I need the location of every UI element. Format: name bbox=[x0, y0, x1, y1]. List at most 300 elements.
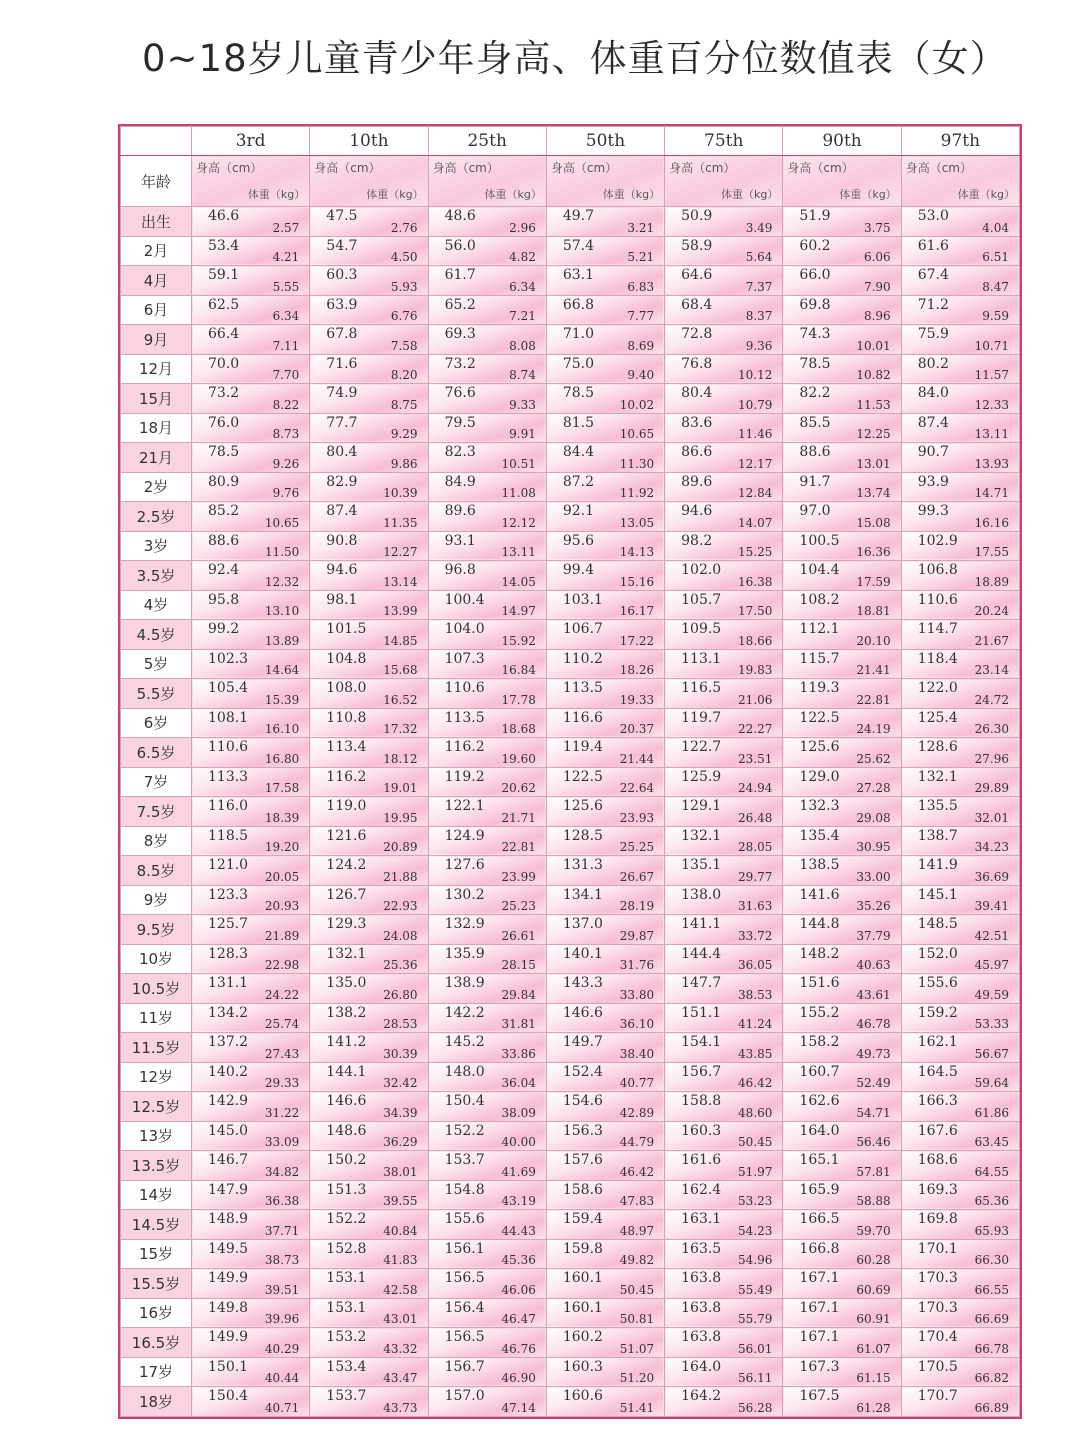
value-cell bbox=[665, 325, 783, 355]
table-row bbox=[121, 767, 1020, 797]
value-cell bbox=[783, 354, 901, 384]
height-value: 132.1 bbox=[917, 768, 958, 785]
weight-value: 3.21 bbox=[627, 220, 655, 235]
value-cell bbox=[428, 413, 546, 443]
value-cell bbox=[901, 856, 1019, 886]
weight-value: 66.69 bbox=[974, 1312, 1009, 1326]
height-value: 142.2 bbox=[444, 1004, 485, 1021]
height-value: 118.5 bbox=[208, 827, 249, 844]
value-cell bbox=[783, 944, 901, 974]
weight-unit-label: 体重（kg） bbox=[484, 188, 542, 201]
value-cell bbox=[310, 207, 428, 237]
weight-value: 27.28 bbox=[856, 781, 891, 795]
value-cell bbox=[901, 1062, 1019, 1092]
height-value: 164.2 bbox=[681, 1388, 722, 1404]
value-cell bbox=[783, 1062, 901, 1092]
value-cell bbox=[665, 207, 783, 237]
height-value: 92.4 bbox=[208, 562, 240, 578]
age-cell: 18岁 bbox=[121, 1387, 192, 1417]
height-value: 137.2 bbox=[208, 1034, 249, 1050]
weight-value: 6.51 bbox=[982, 250, 1009, 264]
value-cell bbox=[783, 1121, 901, 1151]
weight-value: 6.34 bbox=[272, 309, 300, 323]
value-cell bbox=[192, 413, 310, 443]
table-row bbox=[121, 885, 1020, 915]
value-cell bbox=[192, 885, 310, 915]
height-value: 88.6 bbox=[208, 532, 240, 549]
height-value: 78.5 bbox=[208, 444, 240, 460]
value-cell bbox=[428, 502, 546, 532]
height-value: 75.9 bbox=[917, 326, 949, 342]
height-value: 163.8 bbox=[681, 1270, 722, 1286]
value-cell bbox=[192, 620, 310, 650]
height-value: 141.1 bbox=[681, 916, 722, 932]
height-value: 124.2 bbox=[326, 857, 367, 873]
weight-value: 37.79 bbox=[856, 928, 891, 943]
value-cell bbox=[546, 531, 664, 561]
value-cell bbox=[192, 590, 310, 620]
value-cell bbox=[783, 1328, 901, 1358]
value-cell bbox=[783, 708, 901, 738]
weight-value: 24.72 bbox=[974, 692, 1009, 707]
weight-value: 13.99 bbox=[383, 604, 418, 618]
weight-value: 11.92 bbox=[619, 486, 655, 500]
height-value: 152.8 bbox=[326, 1240, 367, 1257]
weight-value: 16.52 bbox=[383, 692, 418, 707]
value-cell bbox=[192, 915, 310, 945]
unit-header-cell bbox=[428, 156, 546, 207]
height-value: 46.6 bbox=[208, 208, 240, 224]
weight-value: 27.43 bbox=[264, 1046, 300, 1061]
value-cell bbox=[665, 856, 783, 886]
weight-value: 47.14 bbox=[501, 1401, 536, 1415]
age-cell: 17岁 bbox=[121, 1357, 192, 1387]
weight-value: 39.41 bbox=[974, 899, 1009, 913]
height-value: 64.6 bbox=[681, 267, 713, 283]
height-value: 106.8 bbox=[917, 562, 958, 578]
value-cell bbox=[783, 295, 901, 325]
weight-value: 29.08 bbox=[856, 810, 891, 825]
weight-value: 65.36 bbox=[974, 1194, 1009, 1208]
value-cell bbox=[310, 797, 428, 827]
weight-value: 32.01 bbox=[974, 810, 1009, 825]
height-value: 94.6 bbox=[326, 562, 358, 578]
height-unit-label: 身高（cm） bbox=[787, 161, 854, 175]
value-cell bbox=[192, 856, 310, 886]
weight-value: 19.20 bbox=[264, 840, 300, 854]
value-cell bbox=[428, 1180, 546, 1210]
weight-value: 18.66 bbox=[738, 633, 773, 648]
height-value: 49.7 bbox=[562, 208, 595, 224]
weight-value: 42.89 bbox=[619, 1105, 655, 1120]
weight-value: 46.42 bbox=[619, 1164, 655, 1179]
height-value: 60.3 bbox=[326, 267, 358, 283]
value-cell bbox=[310, 1357, 428, 1387]
height-value: 160.1 bbox=[562, 1299, 603, 1316]
weight-value: 9.29 bbox=[390, 427, 418, 441]
weight-value: 13.01 bbox=[856, 456, 891, 471]
weight-value: 16.38 bbox=[738, 574, 773, 589]
age-cell: 4岁 bbox=[121, 590, 192, 620]
weight-unit-label: 体重（kg） bbox=[957, 188, 1015, 201]
height-value: 154.6 bbox=[562, 1093, 603, 1109]
height-value: 158.2 bbox=[799, 1034, 840, 1050]
table-row bbox=[121, 1387, 1020, 1417]
weight-value: 51.97 bbox=[738, 1164, 773, 1179]
height-value: 61.6 bbox=[917, 237, 949, 254]
age-cell: 12.5岁 bbox=[121, 1092, 192, 1122]
height-value: 102.3 bbox=[208, 650, 249, 667]
height-value: 131.3 bbox=[562, 857, 603, 873]
weight-value: 14.85 bbox=[383, 633, 418, 648]
value-cell bbox=[901, 1210, 1019, 1240]
weight-value: 20.37 bbox=[619, 722, 655, 736]
weight-value: 51.20 bbox=[619, 1371, 655, 1385]
weight-value: 61.28 bbox=[856, 1401, 891, 1415]
height-value: 156.3 bbox=[562, 1122, 603, 1139]
value-cell bbox=[665, 1210, 783, 1240]
height-value: 156.7 bbox=[444, 1358, 485, 1375]
height-value: 47.5 bbox=[326, 208, 358, 224]
value-cell bbox=[901, 1033, 1019, 1063]
height-value: 150.2 bbox=[326, 1152, 367, 1168]
height-value: 156.1 bbox=[444, 1240, 485, 1257]
value-cell bbox=[783, 915, 901, 945]
height-value: 98.2 bbox=[681, 532, 713, 549]
height-value: 157.6 bbox=[562, 1152, 603, 1168]
height-value: 99.4 bbox=[562, 562, 595, 578]
value-cell bbox=[546, 1033, 664, 1063]
height-value: 160.1 bbox=[562, 1270, 603, 1286]
value-cell bbox=[546, 413, 664, 443]
height-value: 127.6 bbox=[444, 857, 485, 873]
height-value: 95.8 bbox=[208, 591, 240, 608]
height-value: 140.1 bbox=[562, 945, 603, 962]
height-value: 63.1 bbox=[562, 267, 595, 283]
height-value: 149.9 bbox=[208, 1270, 249, 1286]
value-cell bbox=[310, 325, 428, 355]
age-cell: 6月 bbox=[121, 295, 192, 325]
weight-value: 40.84 bbox=[383, 1223, 418, 1238]
weight-value: 22.27 bbox=[738, 722, 773, 736]
weight-value: 40.29 bbox=[264, 1341, 300, 1356]
value-cell bbox=[901, 1151, 1019, 1181]
percentile-table-grid bbox=[120, 126, 1020, 1417]
value-cell bbox=[546, 1180, 664, 1210]
height-value: 128.5 bbox=[562, 827, 603, 844]
weight-value: 6.76 bbox=[390, 309, 418, 323]
weight-value: 25.25 bbox=[619, 840, 655, 854]
height-value: 138.9 bbox=[444, 975, 485, 991]
height-value: 151.6 bbox=[799, 975, 840, 991]
height-value: 167.6 bbox=[917, 1122, 958, 1139]
value-cell bbox=[665, 1033, 783, 1063]
weight-value: 40.44 bbox=[264, 1371, 300, 1385]
value-cell bbox=[428, 266, 546, 296]
height-value: 87.4 bbox=[326, 503, 358, 519]
table-row bbox=[121, 325, 1020, 355]
weight-value: 10.39 bbox=[383, 486, 418, 500]
weight-value: 22.81 bbox=[856, 692, 891, 707]
weight-value: 14.07 bbox=[738, 515, 773, 530]
value-cell bbox=[192, 1121, 310, 1151]
weight-value: 40.77 bbox=[619, 1076, 655, 1090]
value-cell bbox=[428, 354, 546, 384]
value-cell bbox=[192, 738, 310, 768]
unit-header-cell bbox=[665, 156, 783, 207]
height-value: 108.0 bbox=[326, 680, 367, 696]
height-value: 166.5 bbox=[799, 1211, 840, 1227]
weight-value: 9.59 bbox=[982, 309, 1009, 323]
value-cell bbox=[901, 502, 1019, 532]
height-value: 126.7 bbox=[326, 886, 367, 903]
unit-header-row bbox=[121, 156, 1020, 207]
weight-value: 22.81 bbox=[501, 840, 536, 854]
height-value: 80.4 bbox=[681, 385, 713, 401]
height-value: 170.5 bbox=[917, 1358, 958, 1375]
value-cell bbox=[310, 944, 428, 974]
height-value: 104.4 bbox=[799, 562, 840, 578]
weight-value: 4.04 bbox=[982, 220, 1009, 235]
height-value: 122.1 bbox=[444, 798, 485, 814]
value-cell bbox=[192, 1298, 310, 1328]
value-cell bbox=[783, 738, 901, 768]
height-value: 156.5 bbox=[444, 1329, 485, 1345]
value-cell bbox=[192, 1180, 310, 1210]
value-cell bbox=[428, 649, 546, 679]
height-value: 125.6 bbox=[799, 739, 840, 755]
value-cell bbox=[783, 1210, 901, 1240]
weight-value: 46.06 bbox=[501, 1282, 536, 1297]
age-cell: 出生 bbox=[121, 207, 192, 237]
weight-value: 16.36 bbox=[856, 545, 891, 559]
value-cell bbox=[546, 620, 664, 650]
value-cell bbox=[783, 531, 901, 561]
height-value: 62.5 bbox=[208, 296, 240, 313]
height-value: 165.9 bbox=[799, 1181, 840, 1198]
height-value: 163.5 bbox=[681, 1240, 722, 1257]
height-value: 156.5 bbox=[444, 1270, 485, 1286]
weight-value: 33.86 bbox=[501, 1046, 536, 1061]
value-cell bbox=[546, 974, 664, 1004]
height-value: 110.6 bbox=[444, 680, 485, 696]
weight-value: 66.78 bbox=[974, 1341, 1009, 1356]
value-cell bbox=[428, 1003, 546, 1033]
height-value: 125.7 bbox=[208, 916, 249, 932]
height-value: 148.6 bbox=[326, 1122, 367, 1139]
weight-value: 23.51 bbox=[738, 751, 773, 766]
weight-value: 36.69 bbox=[974, 869, 1009, 884]
value-cell bbox=[310, 1033, 428, 1063]
value-cell bbox=[665, 708, 783, 738]
value-cell bbox=[192, 295, 310, 325]
value-cell bbox=[192, 1357, 310, 1387]
weight-value: 54.23 bbox=[738, 1223, 773, 1238]
table-row bbox=[121, 649, 1020, 679]
table-row bbox=[121, 1298, 1020, 1328]
age-cell: 18月 bbox=[121, 413, 192, 443]
weight-value: 29.84 bbox=[501, 987, 536, 1002]
weight-value: 40.63 bbox=[856, 958, 891, 972]
value-cell bbox=[901, 1269, 1019, 1299]
height-value: 66.4 bbox=[208, 326, 240, 342]
weight-value: 39.96 bbox=[264, 1312, 300, 1326]
height-value: 121.0 bbox=[208, 857, 249, 873]
value-cell bbox=[665, 1387, 783, 1417]
age-header: 年龄 bbox=[121, 156, 192, 207]
height-value: 156.4 bbox=[444, 1299, 485, 1316]
height-value: 104.0 bbox=[444, 621, 485, 637]
height-value: 159.2 bbox=[917, 1004, 958, 1021]
value-cell bbox=[783, 266, 901, 296]
value-cell bbox=[192, 1269, 310, 1299]
value-cell bbox=[901, 384, 1019, 414]
value-cell bbox=[428, 443, 546, 473]
height-value: 107.3 bbox=[444, 650, 485, 667]
value-cell bbox=[428, 590, 546, 620]
value-cell bbox=[783, 590, 901, 620]
value-cell bbox=[310, 1151, 428, 1181]
weight-value: 17.32 bbox=[383, 722, 418, 736]
height-value: 67.4 bbox=[917, 267, 949, 283]
value-cell bbox=[546, 354, 664, 384]
value-cell bbox=[901, 325, 1019, 355]
height-value: 57.4 bbox=[562, 237, 595, 254]
height-value: 142.9 bbox=[208, 1093, 249, 1109]
value-cell bbox=[428, 885, 546, 915]
value-cell bbox=[901, 797, 1019, 827]
value-cell bbox=[665, 1239, 783, 1269]
age-cell: 4月 bbox=[121, 266, 192, 296]
table-row bbox=[121, 944, 1020, 974]
weight-value: 12.17 bbox=[738, 456, 773, 471]
weight-value: 45.97 bbox=[974, 958, 1009, 972]
table-row bbox=[121, 1210, 1020, 1240]
height-value: 161.6 bbox=[681, 1152, 722, 1168]
height-value: 80.2 bbox=[917, 355, 949, 372]
height-value: 80.4 bbox=[326, 444, 358, 460]
height-value: 147.7 bbox=[681, 975, 722, 991]
value-cell bbox=[665, 561, 783, 591]
weight-value: 56.28 bbox=[738, 1401, 773, 1415]
age-cell: 16岁 bbox=[121, 1298, 192, 1328]
weight-value: 44.43 bbox=[501, 1223, 536, 1238]
value-cell bbox=[192, 708, 310, 738]
table-row bbox=[121, 826, 1020, 856]
height-value: 167.5 bbox=[799, 1388, 840, 1404]
height-value: 138.0 bbox=[681, 886, 722, 903]
height-value: 66.0 bbox=[799, 267, 831, 283]
value-cell bbox=[428, 1239, 546, 1269]
weight-value: 32.42 bbox=[383, 1076, 418, 1090]
age-cell: 10.5岁 bbox=[121, 974, 192, 1004]
weight-value: 12.27 bbox=[383, 545, 418, 559]
weight-value: 19.60 bbox=[501, 751, 536, 766]
weight-value: 5.21 bbox=[627, 250, 655, 264]
value-cell bbox=[665, 797, 783, 827]
weight-value: 8.96 bbox=[863, 309, 891, 323]
height-value: 146.6 bbox=[326, 1093, 367, 1109]
value-cell bbox=[546, 1210, 664, 1240]
height-value: 149.5 bbox=[208, 1240, 249, 1257]
weight-value: 8.74 bbox=[509, 368, 536, 382]
value-cell bbox=[783, 620, 901, 650]
value-cell bbox=[665, 1328, 783, 1358]
value-cell bbox=[310, 826, 428, 856]
height-value: 170.1 bbox=[917, 1240, 958, 1257]
value-cell bbox=[310, 1180, 428, 1210]
value-cell bbox=[901, 266, 1019, 296]
height-value: 150.4 bbox=[444, 1093, 485, 1109]
weight-value: 16.80 bbox=[264, 751, 300, 766]
height-value: 162.1 bbox=[917, 1034, 958, 1050]
weight-value: 46.76 bbox=[501, 1341, 536, 1356]
height-value: 84.9 bbox=[444, 473, 476, 490]
height-value: 102.9 bbox=[917, 532, 958, 549]
table-row bbox=[121, 384, 1020, 414]
unit-header-cell bbox=[783, 156, 901, 207]
weight-value: 19.83 bbox=[738, 663, 773, 677]
height-value: 81.5 bbox=[562, 414, 595, 431]
height-value: 155.6 bbox=[444, 1211, 485, 1227]
weight-value: 31.22 bbox=[264, 1105, 300, 1120]
value-cell bbox=[665, 1357, 783, 1387]
weight-value: 42.58 bbox=[383, 1282, 418, 1297]
value-cell bbox=[192, 1003, 310, 1033]
value-cell bbox=[783, 885, 901, 915]
weight-value: 28.05 bbox=[738, 840, 773, 854]
value-cell bbox=[546, 1357, 664, 1387]
height-value: 135.4 bbox=[799, 827, 840, 844]
weight-value: 4.50 bbox=[390, 250, 418, 264]
height-value: 84.0 bbox=[917, 385, 949, 401]
weight-value: 34.82 bbox=[264, 1164, 300, 1179]
table-row bbox=[121, 708, 1020, 738]
height-value: 135.9 bbox=[444, 945, 485, 962]
value-cell bbox=[783, 797, 901, 827]
value-cell bbox=[901, 1003, 1019, 1033]
height-value: 166.8 bbox=[799, 1240, 840, 1257]
weight-value: 42.51 bbox=[974, 928, 1009, 943]
value-cell bbox=[546, 797, 664, 827]
height-value: 118.4 bbox=[917, 650, 958, 667]
height-value: 99.2 bbox=[208, 621, 240, 637]
value-cell bbox=[546, 384, 664, 414]
value-cell bbox=[546, 915, 664, 945]
unit-header-cell bbox=[901, 156, 1019, 207]
value-cell bbox=[428, 1357, 546, 1387]
height-value: 121.6 bbox=[326, 827, 367, 844]
height-value: 100.5 bbox=[799, 532, 840, 549]
value-cell bbox=[783, 207, 901, 237]
weight-value: 10.51 bbox=[501, 456, 536, 471]
value-cell bbox=[665, 679, 783, 709]
weight-value: 45.36 bbox=[501, 1253, 536, 1267]
value-cell bbox=[783, 974, 901, 1004]
weight-value: 9.33 bbox=[509, 397, 536, 412]
value-cell bbox=[665, 944, 783, 974]
height-value: 170.7 bbox=[917, 1388, 958, 1404]
height-value: 74.9 bbox=[326, 385, 358, 401]
value-cell bbox=[428, 974, 546, 1004]
weight-value: 17.55 bbox=[974, 545, 1009, 559]
weight-value: 26.67 bbox=[619, 869, 655, 884]
value-cell bbox=[428, 1092, 546, 1122]
age-cell: 7.5岁 bbox=[121, 797, 192, 827]
height-value: 119.4 bbox=[562, 739, 603, 755]
value-cell bbox=[901, 679, 1019, 709]
table-row bbox=[121, 1062, 1020, 1092]
